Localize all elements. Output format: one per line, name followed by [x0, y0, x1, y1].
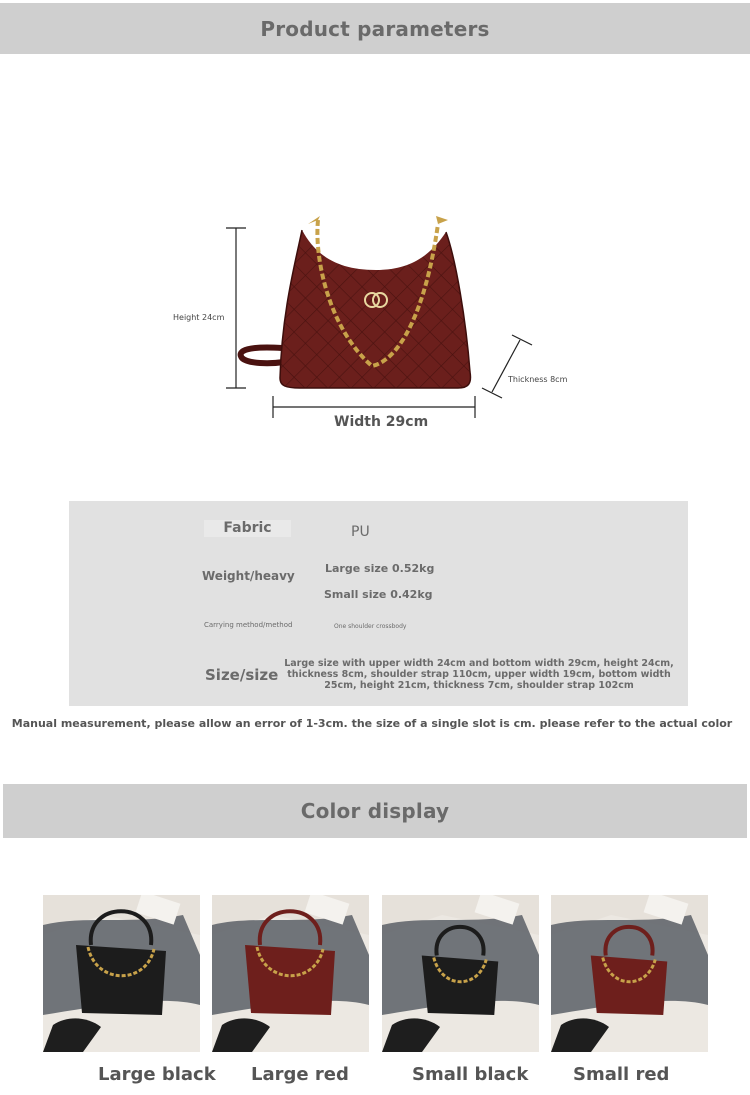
- size-value-line: 25cm, height 21cm, thickness 7cm, shoulder strap 102cm: [324, 680, 634, 691]
- product-parameters-banner: [0, 3, 750, 54]
- product-dimension-diagram: [0, 60, 750, 480]
- height-label: Height 24cm: [173, 313, 225, 322]
- weight-large-value: Large size 0.52kg: [325, 562, 435, 575]
- weight-label: Weight/heavy: [202, 569, 295, 583]
- color-caption-large-red: Large red: [251, 1064, 349, 1085]
- section-title: Color display: [300, 799, 450, 823]
- color-photo: [551, 895, 708, 1052]
- fabric-value: PU: [351, 524, 370, 540]
- measurement-note: Manual measurement, please allow an error of 1-3cm. the size of a single slot is cm. please refer to the actual color: [11, 717, 733, 730]
- color-photo: [43, 895, 200, 1052]
- weight-small-value: Small size 0.42kg: [324, 588, 433, 601]
- color-caption-large-black: Large black: [98, 1064, 216, 1085]
- size-value-line: Large size with upper width 24cm and bottom width 29cm, height 24cm,: [284, 658, 674, 669]
- size-value-line: thickness 8cm, shoulder strap 110cm, upper width 19cm, bottom width: [287, 669, 671, 680]
- color-display-banner: [3, 784, 747, 838]
- color-caption-small-black: Small black: [412, 1064, 529, 1085]
- section-title: Product parameters: [260, 16, 490, 41]
- carry-label: Carrying method/method: [204, 621, 293, 629]
- fabric-label: Fabric: [204, 520, 291, 537]
- carry-value: One shoulder crossbody: [334, 623, 407, 630]
- thickness-label: Thickness 8cm: [508, 375, 568, 384]
- color-caption-small-red: Small red: [573, 1064, 670, 1085]
- size-value: [281, 658, 677, 691]
- color-photo: [212, 895, 369, 1052]
- spec-table: [69, 501, 688, 706]
- width-label: Width 29cm: [334, 414, 429, 430]
- color-photo: [382, 895, 539, 1052]
- size-label: Size/size: [205, 666, 279, 684]
